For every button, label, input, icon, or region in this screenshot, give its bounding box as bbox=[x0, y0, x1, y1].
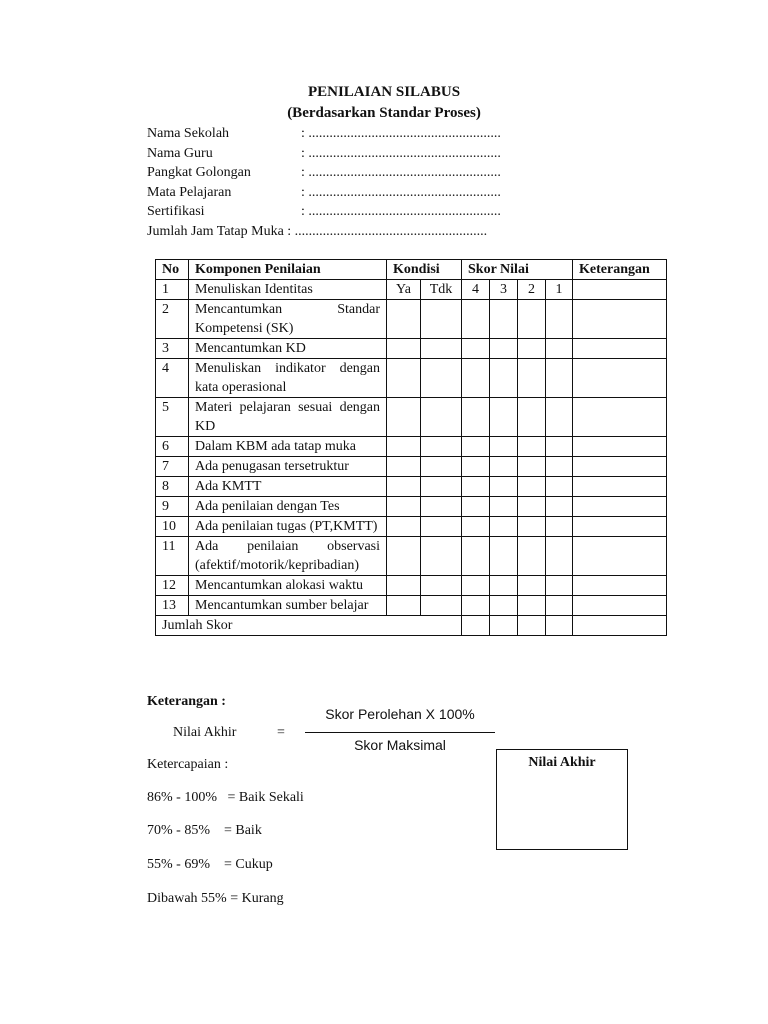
keterangan-label: Keterangan : bbox=[147, 694, 226, 709]
equals-sign: = bbox=[277, 725, 285, 740]
table-row: 8 Ada KMTT bbox=[156, 477, 667, 497]
subheader-ya: Ya bbox=[387, 280, 421, 300]
table-row: 2 Mencantumkan Standar Kompetensi (SK) bbox=[156, 300, 667, 339]
table-row: 3 Mencantumkan KD bbox=[156, 339, 667, 359]
table-row: 5 Materi pelajaran sesuai dengan KD bbox=[156, 398, 667, 437]
fraction-line bbox=[305, 732, 495, 733]
table-row: 7 Ada penugasan tersetruktur bbox=[156, 457, 667, 477]
ketercapaian-item: 55% - 69% = Cukup bbox=[147, 857, 273, 872]
ketercapaian-item: Dibawah 55% = Kurang bbox=[147, 891, 284, 906]
document-title: PENILAIAN SILABUS bbox=[307, 84, 461, 100]
identity-fields bbox=[147, 124, 501, 241]
field-mata-pelajaran: Mata Pelajaran : ....................................................... bbox=[147, 184, 501, 200]
nilai-akhir-box-title: Nilai Akhir bbox=[528, 755, 596, 770]
table-row: 11 Ada penilaian observasi (afektif/motorik/kepribadian) bbox=[156, 537, 667, 576]
ketercapaian-item: 86% - 100% = Baik Sekali bbox=[147, 790, 304, 805]
table-row: 6 Dalam KBM ada tatap muka bbox=[156, 437, 667, 457]
table-row: 9 Ada penilaian dengan Tes bbox=[156, 497, 667, 517]
table-row: 12 Mencantumkan alokasi waktu bbox=[156, 576, 667, 596]
formula-denominator: Skor Maksimal bbox=[354, 737, 446, 753]
subheader-1: 1 bbox=[546, 280, 573, 300]
nilai-akhir-formula-label: Nilai Akhir bbox=[173, 725, 237, 740]
table-row: 10 Ada penilaian tugas (PT,KMTT) bbox=[156, 517, 667, 537]
table-row: 1 Menuliskan Identitas Ya Tdk 4 3 2 1 bbox=[156, 280, 667, 300]
table-row: 4 Menuliskan indikator dengan kata operasional bbox=[156, 359, 667, 398]
field-jumlah-jam: Jumlah Jam Tatap Muka : ....................................................... bbox=[147, 223, 488, 239]
header-kondisi: Kondisi bbox=[387, 260, 462, 280]
subheader-3: 3 bbox=[490, 280, 518, 300]
assessment-table bbox=[155, 259, 667, 636]
ketercapaian-item: 70% - 85% = Baik bbox=[147, 823, 262, 838]
field-sertifikasi: Sertifikasi : ....................................................... bbox=[147, 204, 501, 219]
formula-numerator: Skor Perolehan X 100% bbox=[325, 706, 475, 722]
document-subtitle: (Berdasarkan Standar Proses) bbox=[287, 105, 481, 121]
header-skor: Skor Nilai bbox=[462, 260, 573, 280]
field-nama-sekolah: Nama Sekolah : ....................................................... bbox=[147, 126, 501, 141]
header-no: No bbox=[156, 260, 189, 280]
subheader-2: 2 bbox=[518, 280, 546, 300]
header-komponen: Komponen Penilaian bbox=[189, 260, 387, 280]
table-row: 13 Mencantumkan sumber belajar bbox=[156, 596, 667, 616]
subheader-tdk: Tdk bbox=[421, 280, 462, 300]
nilai-akhir-box bbox=[496, 749, 628, 850]
header-keterangan: Keterangan bbox=[573, 260, 667, 280]
subheader-4: 4 bbox=[462, 280, 490, 300]
field-nama-guru: Nama Guru : ....................................................... bbox=[147, 145, 501, 161]
ketercapaian-label: Ketercapaian : bbox=[147, 757, 229, 772]
field-pangkat-golongan: Pangkat Golongan : ....................................................... bbox=[147, 165, 501, 180]
table-total-row bbox=[156, 616, 667, 636]
table-header-row bbox=[156, 260, 667, 280]
total-label: Jumlah Skor bbox=[156, 616, 462, 636]
